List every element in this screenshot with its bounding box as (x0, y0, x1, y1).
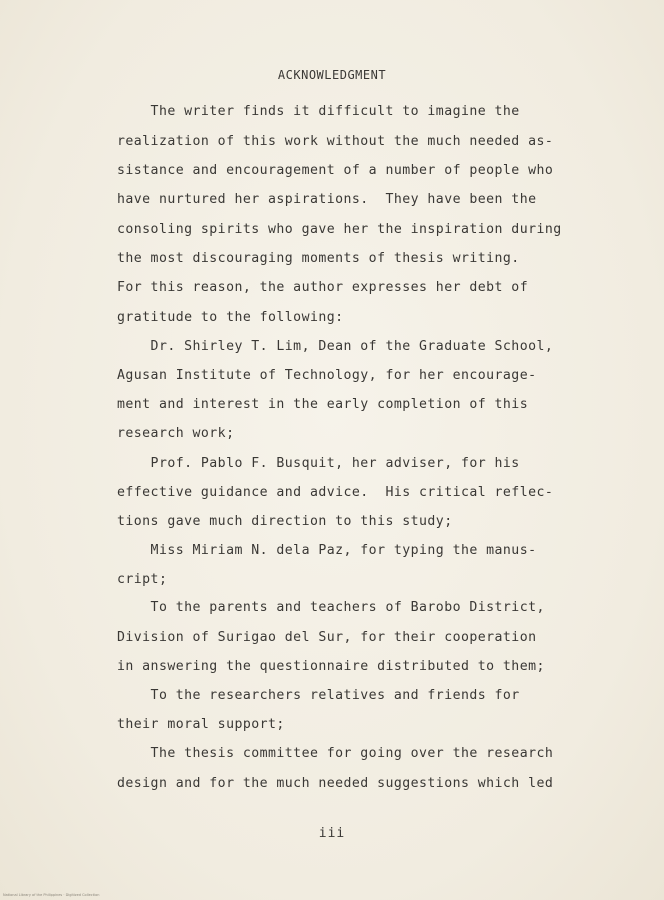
footer-note: National Library of the Philippines · Digitized Collection (3, 893, 100, 897)
page-title: ACKNOWLEDGMENT (277, 68, 387, 82)
text-line: Dr. Shirley T. Lim, Dean of the Graduate School, (117, 339, 554, 354)
text-line: Miss Miriam N. dela Paz, for typing the manus- (117, 543, 537, 558)
text-line: The writer finds it difficult to imagine the (117, 104, 520, 119)
text-line: sistance and encouragement of a number of people who (117, 163, 554, 178)
text-line: The thesis committee for going over the research (117, 746, 554, 761)
text-line: To the researchers relatives and friends for (117, 688, 520, 703)
text-line: research work; (117, 426, 235, 441)
text-line: effective guidance and advice. His critical reflec- (117, 485, 554, 500)
text-line: ment and interest in the early completion of this (117, 397, 529, 412)
text-line: realization of this work without the much needed as- (117, 134, 554, 149)
text-line: tions gave much direction to this study; (117, 514, 453, 529)
text-line: gratitude to the following: (117, 310, 344, 325)
text-line: design and for the much needed suggestions which led (117, 776, 554, 791)
text-line: in answering the questionnaire distributed to them; (117, 659, 545, 674)
page-number: iii (318, 826, 346, 841)
text-line: their moral support; (117, 717, 285, 732)
text-line: For this reason, the author expresses her debt of (117, 280, 529, 295)
text-line: have nurtured her aspirations. They have been the (117, 192, 537, 207)
text-line: Division of Surigao del Sur, for their cooperation (117, 630, 537, 645)
text-line: Agusan Institute of Technology, for her encourage- (117, 368, 537, 383)
text-line: cript; (117, 572, 168, 587)
text-line: Prof. Pablo F. Busquit, her adviser, for his (117, 456, 520, 471)
text-line: consoling spirits who gave her the inspiration during (117, 222, 562, 237)
text-line: To the parents and teachers of Barobo District, (117, 600, 545, 615)
text-line: the most discouraging moments of thesis writing. (117, 251, 520, 266)
